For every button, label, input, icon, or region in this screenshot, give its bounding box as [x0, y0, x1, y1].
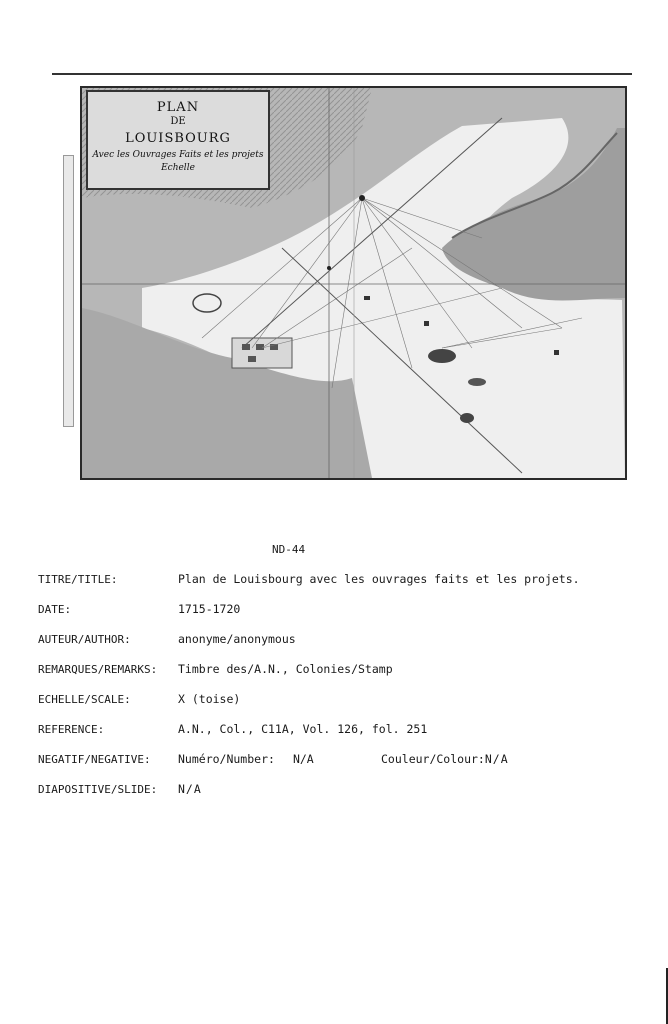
field-date-value: 1715-1720 — [178, 602, 241, 616]
cartouche-subtitle: Avec les Ouvrages Faits et les projets — [92, 150, 264, 160]
cartouche-scale-label: Echelle — [161, 163, 195, 173]
field-date — [38, 602, 240, 616]
field-remarks-value: Timbre des/A.N., Colonies/Stamp — [178, 662, 393, 676]
field-title — [38, 572, 580, 586]
historical-map — [80, 86, 627, 480]
map-cartouche — [86, 90, 270, 190]
field-reference — [38, 722, 427, 736]
field-remarks — [38, 662, 393, 676]
cartouche-title-de: DE — [170, 116, 186, 127]
field-remarks-label: REMARQUES/REMARKS: — [38, 663, 158, 676]
document-code: ND-44 — [272, 543, 306, 556]
negative-number-label: Numéro/Number: — [178, 752, 275, 766]
cartouche-title-louisbourg: LOUISBOURG — [125, 131, 231, 146]
field-scale — [38, 692, 240, 706]
field-reference-label: REFERENCE: — [38, 723, 105, 736]
field-reference-value: A.N., Col., C11A, Vol. 126, fol. 251 — [178, 722, 428, 736]
field-negative-label: NEGATIF/NEGATIVE: — [38, 753, 151, 766]
field-slide-value: N/A — [178, 782, 202, 796]
top-rule — [52, 73, 632, 75]
field-date-label: DATE: — [38, 603, 72, 616]
field-negative — [38, 752, 509, 766]
measuring-ruler — [63, 155, 74, 427]
field-scale-label: ECHELLE/SCALE: — [38, 693, 131, 706]
field-title-value: Plan de Louisbourg avec les ouvrages faits et les projets. — [178, 572, 580, 586]
field-scale-value: X (toise) — [178, 692, 241, 706]
field-title-label: TITRE/TITLE: — [38, 573, 118, 586]
negative-colour-value: N/A — [484, 752, 509, 766]
negative-colour-label: Couleur/Colour: — [381, 752, 485, 766]
field-author — [38, 632, 296, 646]
field-author-value: anonyme/anonymous — [178, 632, 296, 646]
field-slide-label: DIAPOSITIVE/SLIDE: — [38, 783, 158, 796]
field-slide — [38, 782, 202, 796]
negative-number-value: N/A — [292, 752, 314, 766]
cartouche-title-plan: PLAN — [156, 100, 200, 115]
field-author-label: AUTEUR/AUTHOR: — [38, 633, 131, 646]
